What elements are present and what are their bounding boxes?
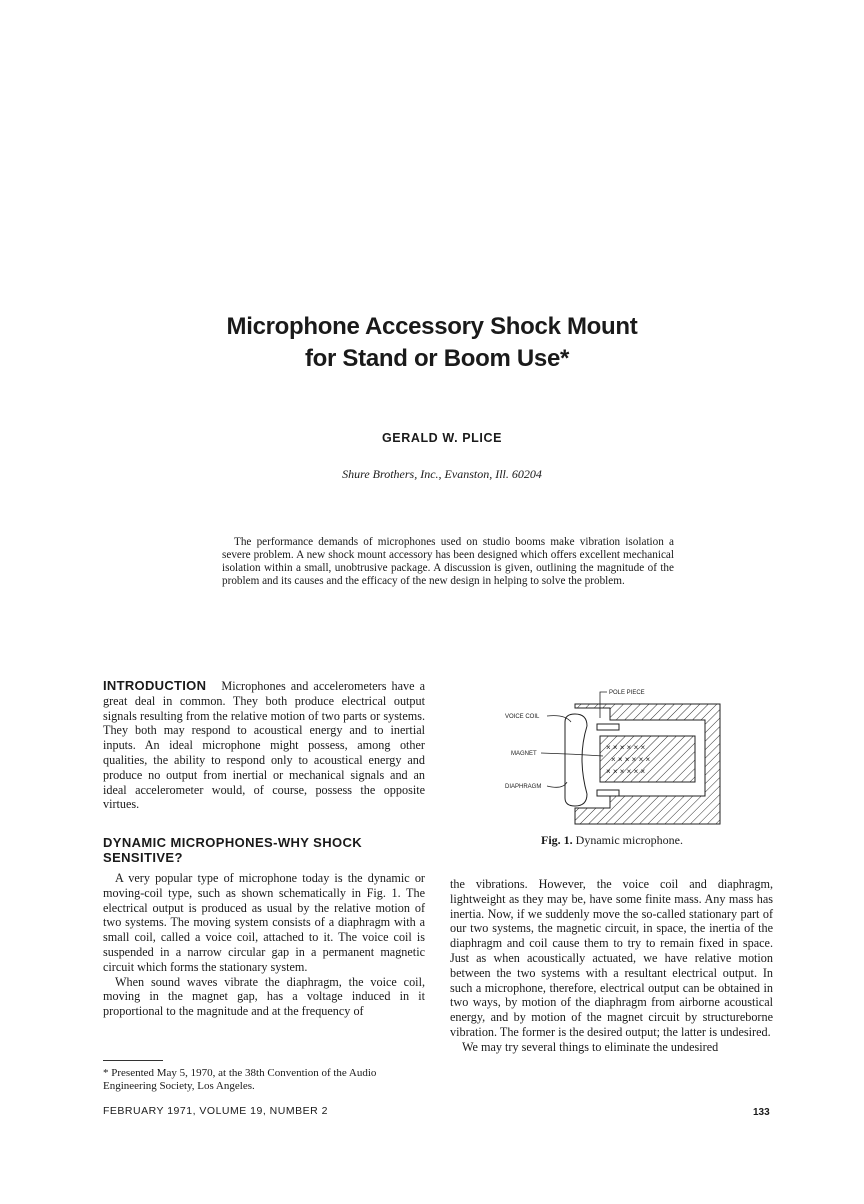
paper-title [0, 311, 864, 375]
introduction-paragraph [103, 679, 425, 812]
svg-text:× × × × × ×: × × × × × × [611, 755, 651, 764]
voice-coil-label: VOICE COIL [505, 714, 540, 720]
footnote-rule [103, 1060, 163, 1061]
figure-caption-text: Dynamic microphone. [575, 833, 683, 847]
diaphragm-label: DIAPHRAGM [505, 784, 542, 790]
left-column-body [103, 871, 425, 1019]
magnet-label: MAGNET [511, 751, 537, 757]
author-affiliation: Shure Brothers, Inc., Evanston, Ill. 60204 [342, 467, 542, 481]
right-paragraph-2: We may try several things to eliminate the undesired [462, 1039, 719, 1054]
magnet-crosses [606, 743, 650, 776]
title-line-1: Microphone Accessory Shock Mount [226, 313, 638, 340]
section-heading: DYNAMIC MICROPHONES-WHY SHOCK SENSITIVE? [103, 835, 363, 865]
voice-coil-upper [597, 724, 619, 730]
figure-caption [440, 833, 784, 848]
dynamic-microphone-figure [505, 678, 730, 828]
author-name: GERALD W. PLICE [381, 431, 503, 445]
right-paragraph-1: the vibrations. However, the voice coil and diaphragm, lightweight as they may be, have some finite mass. Any mass has inertia. Now, if we suddenly move the so-called stationary part of our two systems, the magnetic circuit, in space, the inertia of the diaphragm and coil cause them to try to remain fixed in space. Just as when acoustically actuated, we have relative motion between the two systems with a resultant electrical output. In such a microphone, therefore, electrical output can be obtained in two ways, by motion of the diaphragm from airborne acoustical energy, and by motion of the magnet circuit by structureborne vibration. The former is the desired output; the latter is undesired. [450, 877, 773, 1039]
footnote: * Presented May 5, 1970, at the 38th Convention of the Audio Engineering Society, Los Angeles. [103, 1067, 377, 1092]
page-number: 133 [753, 1107, 770, 1118]
introduction-heading: INTRODUCTION [103, 678, 207, 693]
left-paragraph-1: A very popular type of microphone today is the dynamic or moving-coil type, such as shown schematically in Fig. 1. The electrical output is produced as usual by the relative motion of two systems. The moving system consists of a diaphragm with a small coil, called a voice coil, attached to it. The voice coil is suspended in a narrow circular gap in a permanent magnetic circuit which forms the stationary system. [103, 871, 425, 974]
svg-text:× × × × × ×: × × × × × × [606, 743, 646, 752]
voice-coil-lower [597, 790, 619, 796]
journal-issue-footer: FEBRUARY 1971, VOLUME 19, NUMBER 2 [103, 1105, 328, 1117]
pole-piece-label: POLE PIECE [609, 690, 645, 696]
left-paragraph-2: When sound waves vibrate the diaphragm, the voice coil, moving in the magnet gap, has a voltage induced in it proportional to the magnitude and at the frequency of [103, 974, 425, 1019]
introduction-text: Microphones and accelerometers have a great deal in common. They both produce electrical output signals resulting from the relative motion of two parts or systems. They both may respond to acoustical energy and to inertial inputs. An ideal microphone might possess, among other qualities, the ability to respond only to acoustical energy and produce no output from inertial or mechanical signals and an ideal accelerometer would, of course, possess the opposite virtues. [103, 679, 425, 812]
right-column-body [450, 877, 773, 1055]
abstract: The performance demands of microphones used on studio booms make vibration isolation a severe problem. A new shock mount accessory has been designed which offers excellent mechanical isolation within a small, unobtrusive package. A discussion is given, outlining the magnitude of the problem and its causes and the efficacy of the new design in helping to solve the problem. [222, 536, 674, 587]
figure-caption-label: Fig. 1. [541, 833, 573, 847]
title-line-2: for Stand or Boom Use* [304, 345, 570, 372]
svg-text:× × × × × ×: × × × × × × [606, 767, 646, 776]
diaphragm-shape [565, 714, 587, 806]
